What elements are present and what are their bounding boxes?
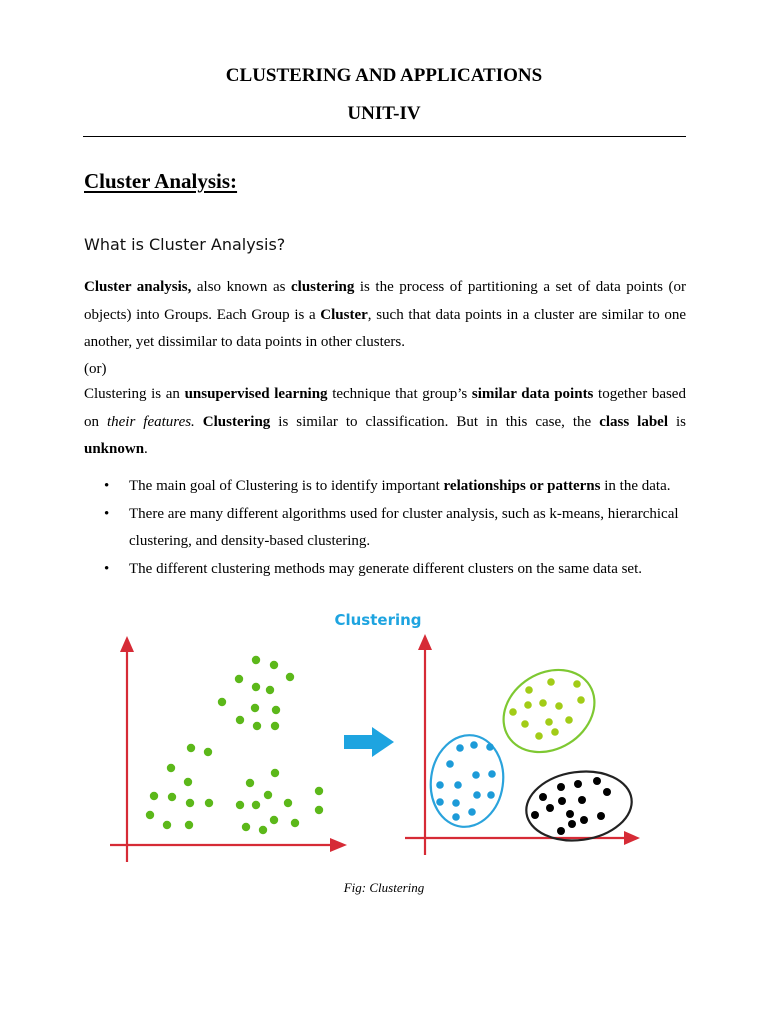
raw-point xyxy=(236,801,244,809)
text-run xyxy=(195,414,203,430)
black-point xyxy=(539,793,547,801)
blue-point xyxy=(436,798,444,806)
bold-text: relationships or patterns xyxy=(443,478,601,494)
section-heading: Cluster Analysis: xyxy=(84,169,238,193)
blue-point xyxy=(486,743,494,751)
raw-point xyxy=(163,821,171,829)
text-run: together based on xyxy=(84,386,686,430)
transition-arrow xyxy=(344,727,394,757)
black-point xyxy=(566,810,574,818)
raw-point xyxy=(252,656,260,664)
lime-point xyxy=(535,732,543,740)
bullet-text xyxy=(129,506,679,550)
lime-point xyxy=(524,701,532,709)
raw-point xyxy=(291,819,299,827)
bullet-item xyxy=(84,556,686,584)
blue-point xyxy=(436,781,444,789)
right-x-arrowhead xyxy=(624,831,640,845)
lime-point xyxy=(509,708,517,716)
black-point xyxy=(597,812,605,820)
bold-text: similar data points xyxy=(471,386,594,402)
text-run: technique that group’s xyxy=(327,386,472,402)
raw-point xyxy=(315,806,323,814)
blue-point xyxy=(488,770,496,778)
clustering-figure xyxy=(100,600,660,875)
black-point xyxy=(578,796,586,804)
raw-point xyxy=(253,722,261,730)
lime-point xyxy=(573,680,581,688)
bullet-text xyxy=(129,561,642,577)
black-point xyxy=(531,811,539,819)
clustering-paragraph xyxy=(84,381,686,464)
definition-paragraph xyxy=(84,274,686,357)
bold-text: unknown xyxy=(84,441,145,457)
text-run: . xyxy=(144,441,148,457)
italic-text: their features. xyxy=(106,413,195,430)
title-divider xyxy=(83,136,686,137)
raw-point xyxy=(205,799,213,807)
raw-point xyxy=(235,675,243,683)
raw-point xyxy=(251,704,259,712)
lime-point xyxy=(547,678,555,686)
lime-point xyxy=(555,702,563,710)
bold-text: class label xyxy=(599,413,668,430)
raw-point xyxy=(184,778,192,786)
blue-point xyxy=(468,808,476,816)
bold-text: Clustering xyxy=(202,413,271,430)
cluster-ring-blue xyxy=(425,730,509,831)
raw-point xyxy=(271,769,279,777)
bold-text: clustering xyxy=(291,279,355,295)
raw-point xyxy=(252,683,260,691)
black-point xyxy=(546,804,554,812)
blue-point xyxy=(454,781,462,789)
lime-point xyxy=(525,686,533,694)
sub-heading: What is Cluster Analysis? xyxy=(84,235,286,254)
raw-point xyxy=(272,706,280,714)
text-run: , such that data points in a cluster are similar to one another, yet dissimilar to data points in other clusters. xyxy=(84,306,687,350)
text-run: is similar to classification. But in this case, the xyxy=(270,413,600,430)
lime-point xyxy=(545,718,553,726)
bullet-text xyxy=(129,478,670,494)
raw-point xyxy=(168,793,176,801)
black-point xyxy=(574,780,582,788)
text-run: is the process of partitioning a set of data points (or objects) into Groups. Each Group is a xyxy=(84,279,686,323)
raw-point xyxy=(236,716,244,724)
raw-point xyxy=(271,722,279,730)
document-title: CLUSTERING AND APPLICATIONS xyxy=(225,65,543,86)
bullet-dot: • xyxy=(104,560,110,577)
bold-text: Cluster analysis, xyxy=(84,279,192,295)
raw-point xyxy=(150,792,158,800)
cluster-ring-black xyxy=(522,765,636,847)
raw-point xyxy=(218,698,226,706)
raw-point xyxy=(186,799,194,807)
black-point xyxy=(580,816,588,824)
right-y-arrowhead xyxy=(418,634,432,650)
black-point xyxy=(557,827,565,835)
text-run: in the data. xyxy=(600,478,671,494)
black-point xyxy=(558,797,566,805)
raw-point xyxy=(270,661,278,669)
raw-point xyxy=(146,811,154,819)
text-run: There are many different algorithms used for cluster analysis, such as k-means, hierarchical clustering, and density-based clustering. xyxy=(129,505,679,549)
figure-title: Clustering xyxy=(334,611,422,629)
bullet-list xyxy=(84,473,686,583)
raw-point xyxy=(270,816,278,824)
text-run: Clustering is an xyxy=(84,386,185,402)
text-run: is xyxy=(668,413,686,430)
raw-point xyxy=(167,764,175,772)
blue-point xyxy=(452,813,460,821)
raw-point xyxy=(284,799,292,807)
lime-point xyxy=(551,728,559,736)
blue-point xyxy=(470,741,478,749)
blue-point xyxy=(472,771,480,779)
black-point xyxy=(568,820,576,828)
bullet-item xyxy=(84,473,686,501)
bold-text: Cluster xyxy=(320,306,368,323)
raw-point xyxy=(266,686,274,694)
lime-point xyxy=(539,699,547,707)
lime-point xyxy=(577,696,585,704)
raw-point xyxy=(204,748,212,756)
text-run: The different clustering methods may generate different clusters on the same data set. xyxy=(129,560,643,577)
text-run: The main goal of Clustering is to identify important xyxy=(129,478,444,494)
blue-point xyxy=(456,744,464,752)
cluster-ring-lime xyxy=(488,653,610,768)
black-point xyxy=(603,788,611,796)
left-x-arrowhead xyxy=(330,838,347,852)
figure-caption: Fig: Clustering xyxy=(343,880,425,895)
raw-point xyxy=(246,779,254,787)
raw-point xyxy=(252,801,260,809)
raw-point xyxy=(187,744,195,752)
bullet-item xyxy=(84,501,686,556)
raw-point xyxy=(315,787,323,795)
raw-point xyxy=(264,791,272,799)
raw-point xyxy=(259,826,267,834)
bold-text: unsupervised learning xyxy=(184,386,328,402)
lime-point xyxy=(565,716,573,724)
blue-point xyxy=(487,791,495,799)
bullet-dot: • xyxy=(104,505,110,522)
bullet-dot: • xyxy=(104,478,110,494)
left-y-arrowhead xyxy=(120,636,134,652)
black-point xyxy=(557,783,565,791)
blue-point xyxy=(446,760,454,768)
raw-point xyxy=(242,823,250,831)
blue-point xyxy=(473,791,481,799)
unit-title: UNIT-IV xyxy=(347,103,421,124)
text-run: also known as xyxy=(191,279,291,295)
black-point xyxy=(593,777,601,785)
blue-point xyxy=(452,799,460,807)
lime-point xyxy=(521,720,529,728)
raw-point xyxy=(286,673,294,681)
raw-point xyxy=(185,821,193,829)
or-separator: (or) xyxy=(84,361,107,377)
